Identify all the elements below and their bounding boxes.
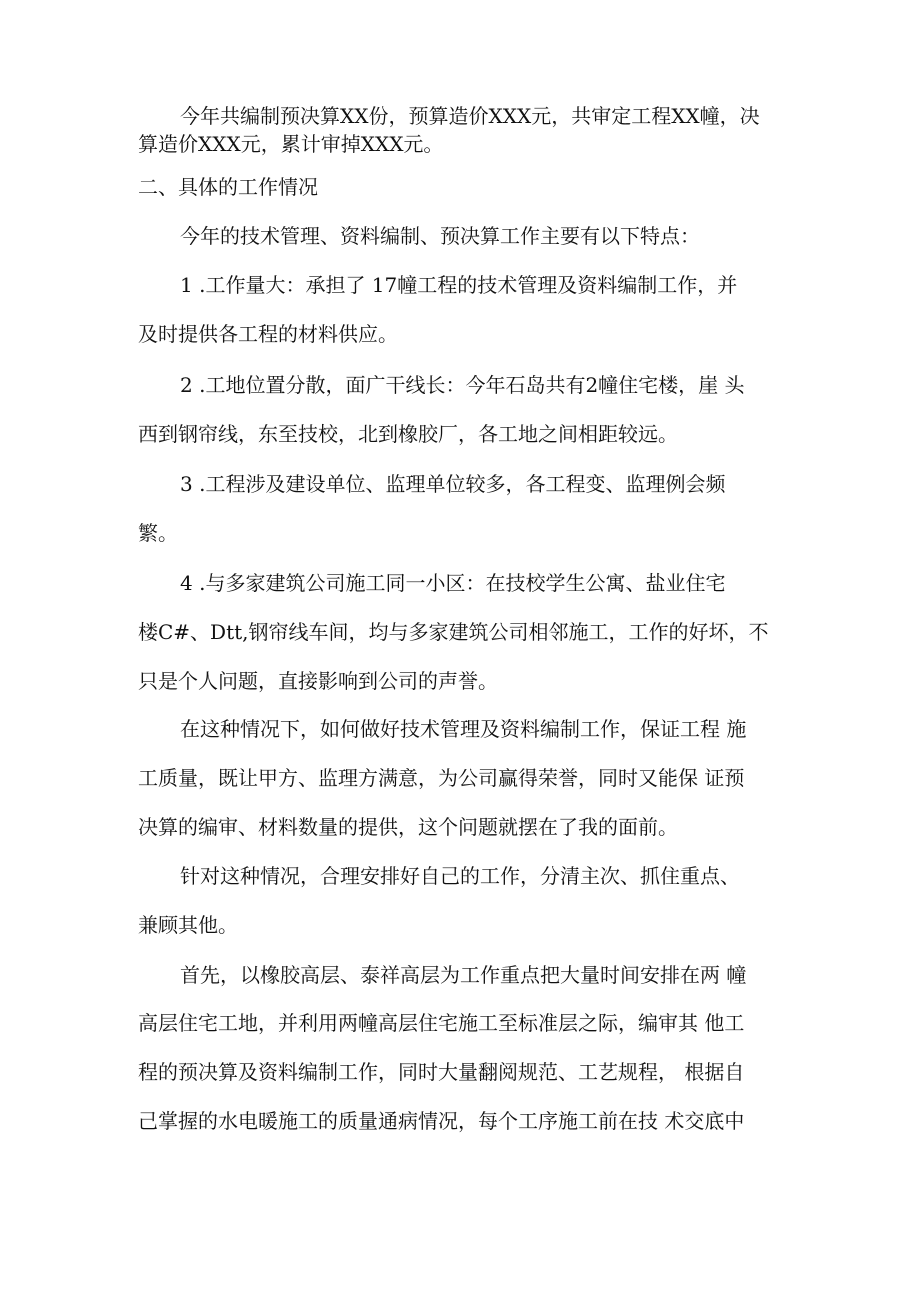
text-line: 3 .工程涉及建设单位、监理单位较多，各工程变、监理例会频 — [180, 472, 726, 496]
text-line: 兼顾其他。 — [138, 913, 238, 937]
text-line: 高层住宅工地，并利用两幢高层住宅施工至标准层之际，编审其 他工 — [138, 1011, 745, 1035]
text-line: 只是个人问题，直接影响到公司的声誉。 — [138, 669, 498, 693]
text-line: 工质量，既让甲方、监理方满意，为公司赢得荣誉，同时又能保 证预 — [138, 766, 745, 790]
text-line: 今年共编制预决算XX份，预算造价XXX元，共审定工程XX幢，决 — [180, 104, 760, 128]
text-line: 程的预决算及资料编制工作，同时大量翻阅规范、工艺规程， 根据自 — [138, 1060, 745, 1084]
text-line: 西到钢帘线，东至技校，北到橡胶厂，各工地之间相距较远。 — [138, 422, 678, 446]
text-line: 算造价XXX元，累计审掉XXX元。 — [138, 132, 444, 156]
text-line: 己掌握的水电暖施工的质量通病情况，每个工序施工前在技 术交底中 — [138, 1109, 745, 1133]
text-line: 首先，以橡胶高层、泰祥高层为工作重点把大量时间安排在两 幢 — [180, 963, 747, 987]
text-line: 在这种情况下，如何做好技术管理及资料编制工作，保证工程 施 — [180, 717, 747, 741]
text-line: 针对这种情况，合理安排好自己的工作，分清主次、抓住重点、 — [180, 864, 740, 888]
section-heading: 二、具体的工作情况 — [138, 175, 318, 199]
text-line: 决算的编审、材料数量的提供，这个问题就摆在了我的面前。 — [138, 815, 678, 839]
text-line: 2 .工地位置分散，面广干线长：今年石岛共有2幢住宅楼，崖 头 — [180, 373, 745, 397]
text-line: 繁。 — [138, 521, 178, 545]
text-line: 楼C#、Dtt,钢帘线车间，均与多家建筑公司相邻施工，工作的好坏，不 — [138, 620, 769, 644]
text-line: 今年的技术管理、资料编制、预决算工作主要有以下特点： — [180, 224, 700, 248]
text-line: 及时提供各工程的材料供应。 — [138, 322, 398, 346]
text-line: 4 .与多家建筑公司施工同一小区：在技校学生公寓、盐业住宅 — [180, 571, 726, 595]
text-line: 1 .工作量大：承担了 17幢工程的技术管理及资料编制工作，并 — [180, 273, 738, 297]
